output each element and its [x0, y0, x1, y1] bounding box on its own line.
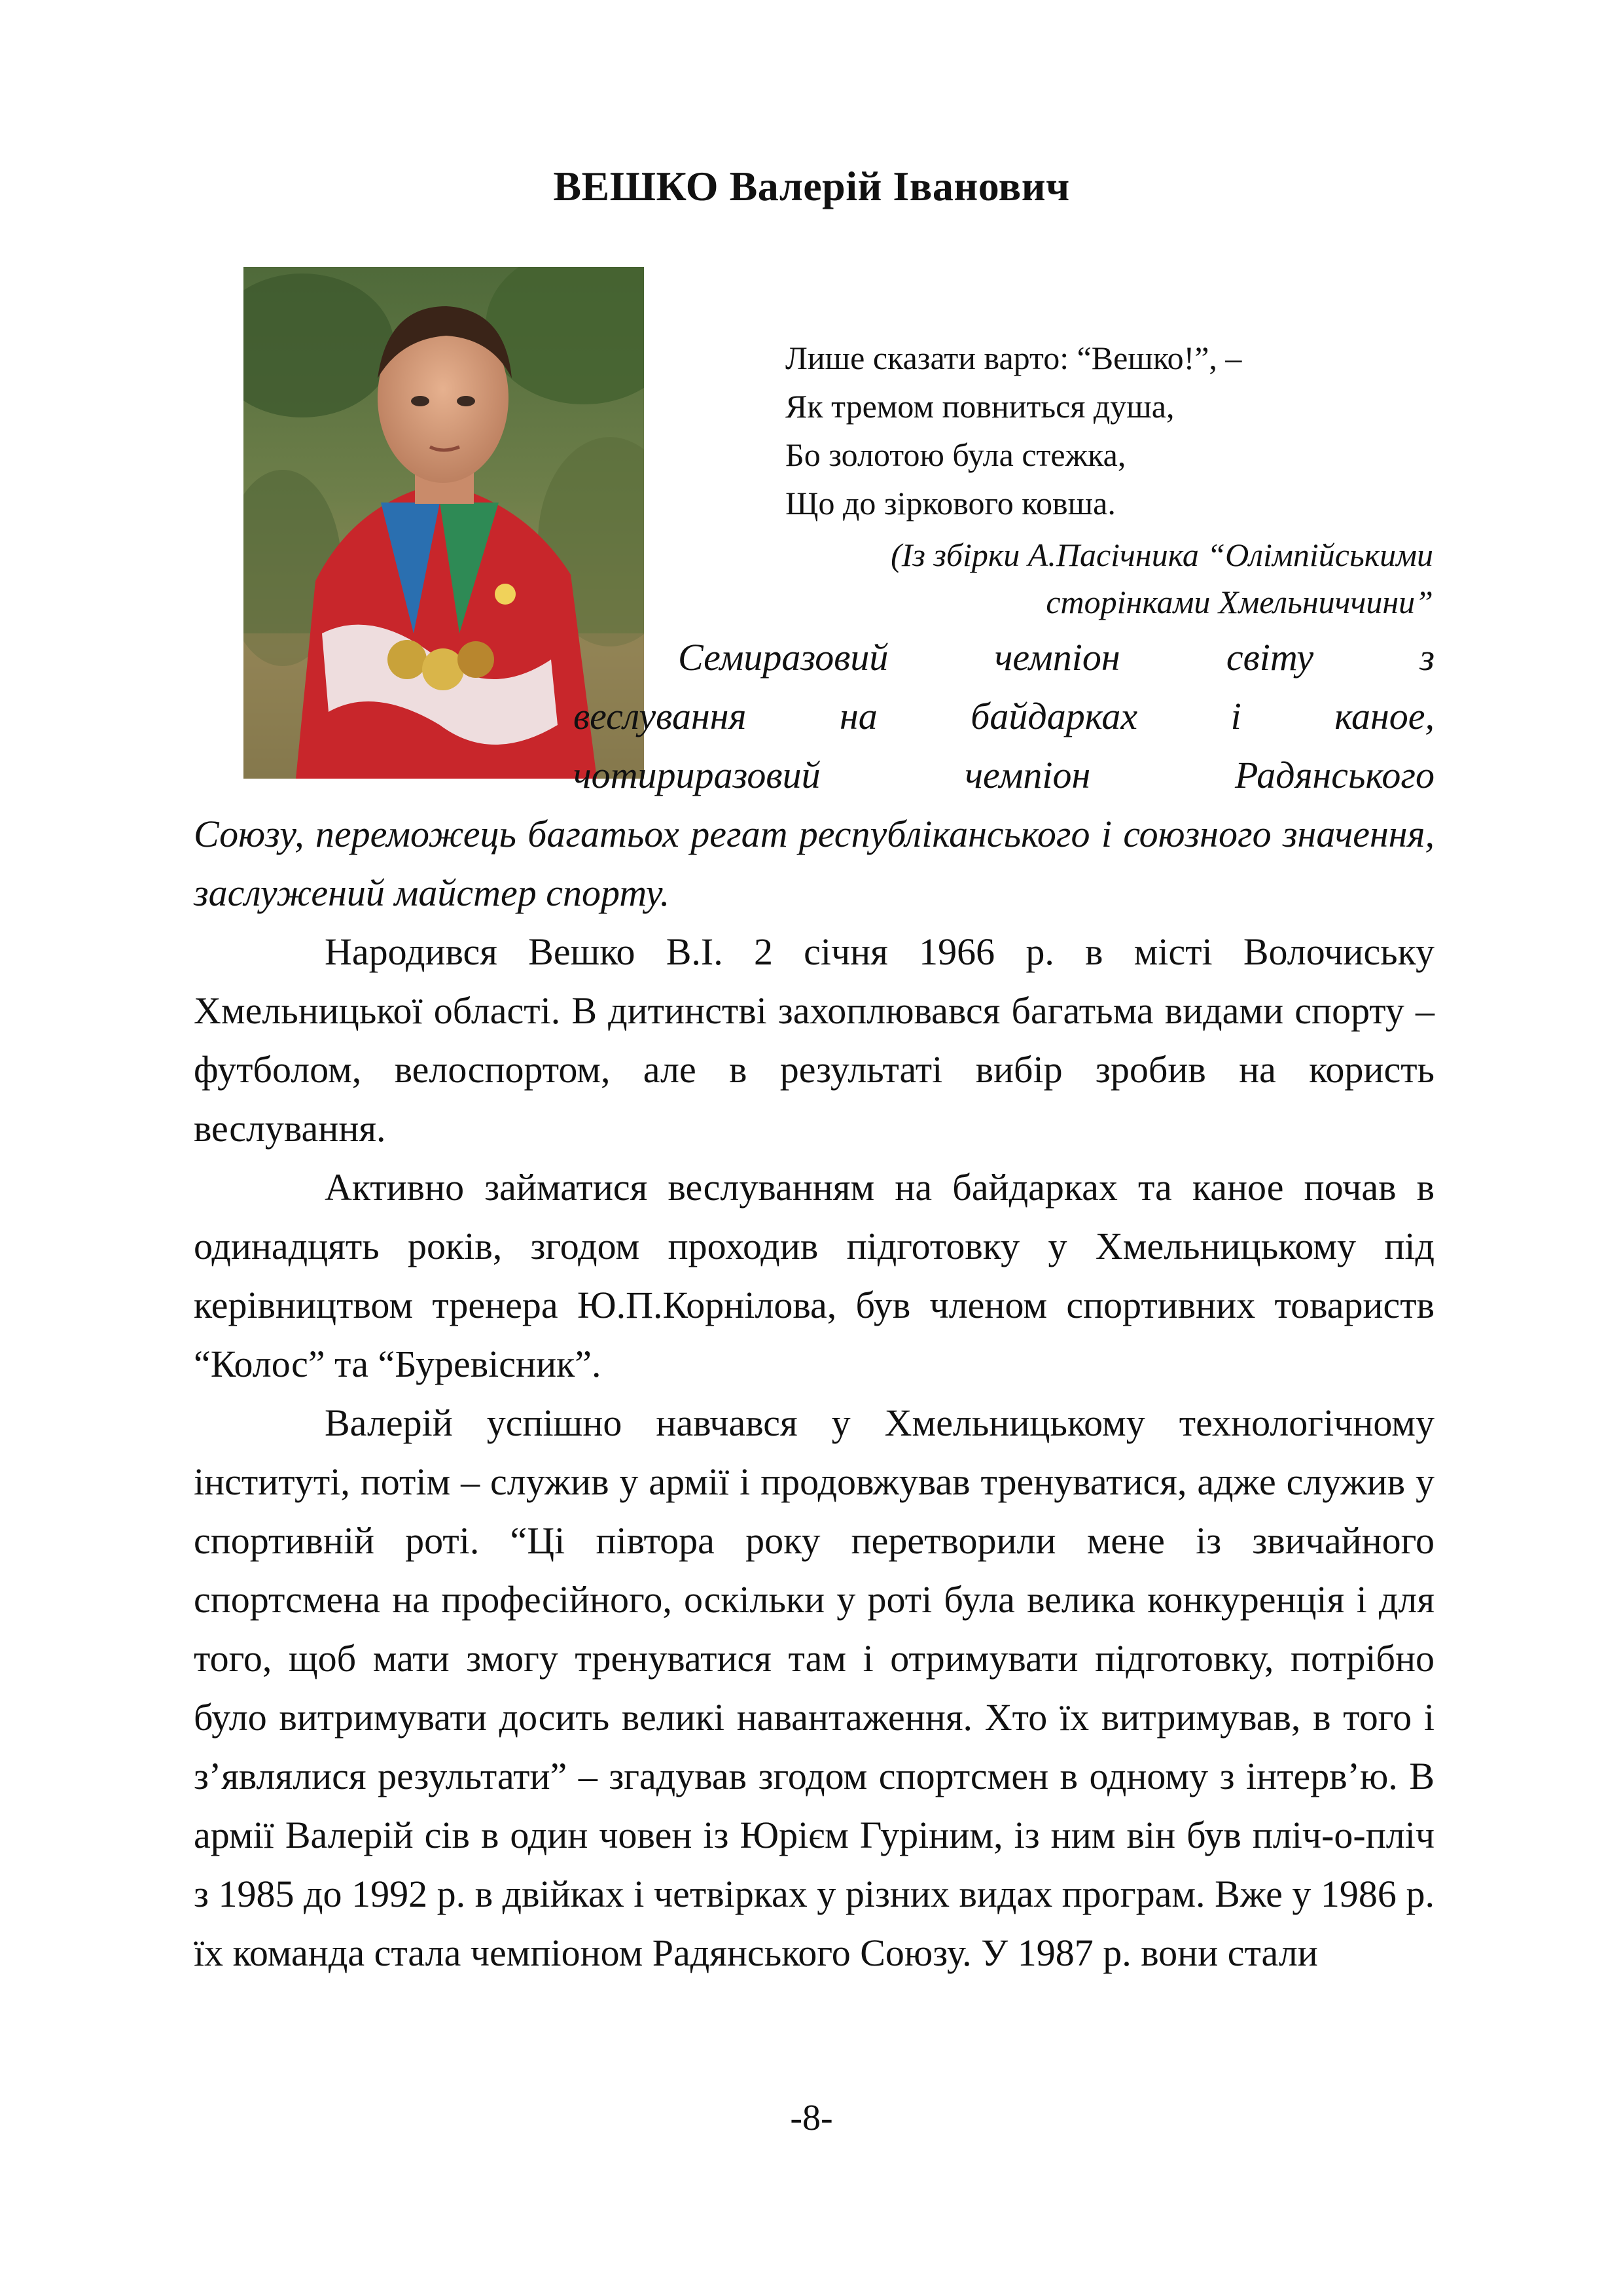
source-line: сторінками Хмельниччини” — [1046, 584, 1433, 620]
lead-line-1: Семиразовий чемпіон світу з — [678, 636, 1435, 679]
page-number: -8- — [790, 2098, 833, 2138]
page-title: ВЕШКО Валерій Іванович — [553, 163, 1070, 209]
lead-rest: Союзу, переможець багатьох регат республіканського і союзного значення, заслужений майстер спорту. — [194, 813, 1435, 914]
paragraph: Валерій успішно навчався у Хмельницькому технологічному інституті, потім – служив у армії і продовжував тренуватися, адже служив у спортивній роті. “Ці півтора року перетворили мене із звичайного спортсмена на професійного, оскільки у роті була велика конкуренція і для того, щоб мати змогу тренуватися там і отримувати підготовку, потрібно було витримувати досить великі навантаження. Хто їх витримував, в того і з’являлися результати” – згадував згодом спортсмен в одному з інтерв’ю. В армії Валерій сів в один човен із Юрієм Гуріним, із ним він був пліч-о-пліч з 1985 до 1992 р. в двійках і четвірках у різних видах програм. Вже у 1986 р. їх команда стала чемпіоном Радянського Союзу. У 1987 р. вони стали — [194, 1402, 1435, 1974]
poem-line: Бо золотою була стежка, — [785, 436, 1126, 473]
lead-line-2: веслування на байдарках і каное, — [573, 695, 1435, 737]
paragraph: Активно займатися веслуванням на байдарках та каное почав в одинадцять років, згодом проходив підготовку у Хмельницькому під керівництвом тренера Ю.П.Корнілова, був членом спортивних товариств “Колос” та “Буревісник”. — [194, 1166, 1435, 1385]
epigraph-source — [654, 531, 1433, 626]
source-line: (Із збірки А.Пасічника “Олімпійськими — [891, 537, 1433, 573]
lead-paragraph — [194, 628, 1435, 923]
paragraph: Народився Вешко В.І. 2 січня 1966 р. в місті Волочиську Хмельницької області. В дитинстві захоплювався багатьма видами спорту – футболом, велоспортом, але в результаті вибір зробив на користь веслування. — [194, 930, 1435, 1150]
poem-line: Як тремом повниться душа, — [785, 388, 1175, 425]
epigraph-poem — [785, 334, 1440, 527]
lead-line-3: чотириразовий чемпіон Радянського — [573, 754, 1435, 796]
poem-line: Що до зіркового ковша. — [785, 485, 1116, 521]
body-text — [194, 923, 1435, 1983]
poem-line: Лише сказати варто: “Вешко!”, – — [785, 340, 1242, 376]
